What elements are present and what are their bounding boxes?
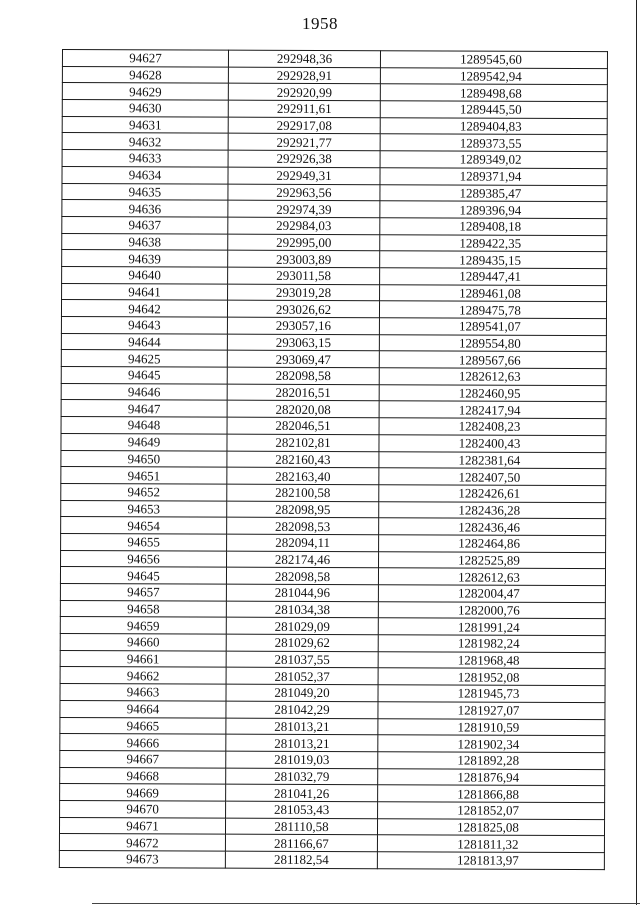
y-coordinate-cell: 1289349,02 xyxy=(380,151,607,169)
y-coordinate-cell: 1282408,23 xyxy=(379,418,606,436)
table-row xyxy=(62,100,607,119)
x-coordinate-cell: 282098,95 xyxy=(227,501,379,518)
y-coordinate-cell: 1289373,55 xyxy=(380,134,607,152)
table-row xyxy=(62,50,607,69)
point-number-cell: 94656 xyxy=(61,550,227,567)
y-coordinate-cell: 1289475,78 xyxy=(379,301,606,319)
table-row xyxy=(62,250,607,269)
point-number-cell: 94635 xyxy=(62,183,228,200)
point-number-cell: 94664 xyxy=(60,700,226,717)
x-coordinate-cell: 281049,20 xyxy=(226,684,378,701)
x-coordinate-cell: 292984,03 xyxy=(228,217,380,234)
x-coordinate-cell: 292928,91 xyxy=(228,67,380,84)
point-number-cell: 94646 xyxy=(61,383,227,400)
page-number: 1958 xyxy=(302,14,338,33)
y-coordinate-cell: 1289445,50 xyxy=(380,101,607,119)
table-row xyxy=(60,734,605,753)
point-number-cell: 94643 xyxy=(61,316,227,333)
point-number-cell: 94669 xyxy=(60,784,226,801)
x-coordinate-cell: 292926,38 xyxy=(228,150,380,167)
y-coordinate-cell: 1289385,47 xyxy=(380,184,607,202)
table-row xyxy=(59,817,604,836)
table-row xyxy=(62,133,607,152)
x-coordinate-cell: 292917,08 xyxy=(228,117,380,134)
x-coordinate-cell: 281041,26 xyxy=(226,784,378,801)
x-coordinate-cell: 282163,40 xyxy=(227,467,379,484)
table-row xyxy=(60,750,605,769)
point-number-cell: 94647 xyxy=(61,400,227,417)
y-coordinate-cell: 1282400,43 xyxy=(379,435,606,453)
y-coordinate-cell: 1282436,28 xyxy=(379,501,606,519)
table-row xyxy=(61,417,606,436)
table-row xyxy=(62,150,607,169)
y-coordinate-cell: 1289541,07 xyxy=(379,318,606,336)
x-coordinate-cell: 281034,38 xyxy=(226,601,378,618)
x-coordinate-cell: 282098,53 xyxy=(227,517,379,534)
table-row xyxy=(60,650,605,669)
table-row xyxy=(60,784,605,803)
y-coordinate-cell: 1281892,28 xyxy=(378,752,605,770)
y-coordinate-cell: 1281910,59 xyxy=(378,718,605,736)
point-number-cell: 94640 xyxy=(62,266,228,283)
point-number-cell: 94672 xyxy=(59,834,225,851)
point-number-cell: 94670 xyxy=(60,800,226,817)
table-row xyxy=(60,800,605,819)
x-coordinate-cell: 281110,58 xyxy=(225,818,377,835)
y-coordinate-cell: 1289545,60 xyxy=(380,51,607,69)
table-row xyxy=(61,450,606,469)
x-coordinate-cell: 293003,89 xyxy=(228,250,380,267)
y-coordinate-cell: 1289461,08 xyxy=(380,284,607,302)
x-coordinate-cell: 281029,09 xyxy=(226,618,378,635)
table-row xyxy=(62,200,607,219)
table-row xyxy=(62,216,607,235)
x-coordinate-cell: 281013,21 xyxy=(226,734,378,751)
point-number-cell: 94668 xyxy=(60,767,226,784)
table-row xyxy=(61,533,606,552)
point-number-cell: 94658 xyxy=(60,600,226,617)
table-row xyxy=(62,283,607,302)
page-edge-line xyxy=(636,0,637,905)
x-coordinate-cell: 292949,31 xyxy=(228,167,380,184)
y-coordinate-cell: 1289371,94 xyxy=(380,168,607,186)
table-row xyxy=(60,700,605,719)
point-number-cell: 94632 xyxy=(62,133,228,150)
point-number-cell: 94665 xyxy=(60,717,226,734)
x-coordinate-cell: 293069,47 xyxy=(227,351,379,368)
table-row xyxy=(60,667,605,686)
page-bottom-rule xyxy=(92,903,640,904)
x-coordinate-cell: 282174,46 xyxy=(227,551,379,568)
point-number-cell: 94653 xyxy=(61,500,227,517)
y-coordinate-cell: 1282426,61 xyxy=(379,485,606,503)
point-number-cell: 94625 xyxy=(61,350,227,367)
y-coordinate-cell: 1289408,18 xyxy=(380,218,607,236)
point-number-cell: 94637 xyxy=(62,216,228,233)
point-number-cell: 94649 xyxy=(61,433,227,450)
point-number-cell: 94631 xyxy=(62,116,228,133)
point-number-cell: 94651 xyxy=(61,467,227,484)
table-row xyxy=(60,600,605,619)
table-row xyxy=(61,500,606,519)
point-number-cell: 94663 xyxy=(60,684,226,701)
table-row xyxy=(62,116,607,135)
point-number-cell: 94660 xyxy=(60,634,226,651)
x-coordinate-cell: 293011,58 xyxy=(228,267,380,284)
table-row xyxy=(60,617,605,636)
y-coordinate-cell: 1282417,94 xyxy=(379,401,606,419)
coordinates-table xyxy=(59,49,608,870)
x-coordinate-cell: 282094,11 xyxy=(227,534,379,551)
point-number-cell: 94628 xyxy=(62,66,228,83)
y-coordinate-cell: 1289498,68 xyxy=(380,84,607,102)
x-coordinate-cell: 281182,54 xyxy=(225,851,377,868)
x-coordinate-cell: 281044,96 xyxy=(226,584,378,601)
table-row xyxy=(61,316,606,335)
y-coordinate-cell: 1282436,46 xyxy=(379,518,606,536)
table-row xyxy=(60,583,605,602)
y-coordinate-cell: 1281945,73 xyxy=(378,685,605,703)
y-coordinate-cell: 1281852,07 xyxy=(378,802,605,820)
point-number-cell: 94629 xyxy=(62,83,228,100)
x-coordinate-cell: 292963,56 xyxy=(228,184,380,201)
y-coordinate-cell: 1282460,95 xyxy=(379,384,606,402)
point-number-cell: 94645 xyxy=(61,367,227,384)
x-coordinate-cell: 282016,51 xyxy=(227,384,379,401)
y-coordinate-cell: 1281902,34 xyxy=(378,735,605,753)
table-row xyxy=(61,467,606,486)
x-coordinate-cell: 282100,58 xyxy=(227,484,379,501)
point-number-cell: 94634 xyxy=(62,166,228,183)
x-coordinate-cell: 282098,58 xyxy=(227,367,379,384)
point-number-cell: 94657 xyxy=(60,583,226,600)
y-coordinate-cell: 1289554,80 xyxy=(379,334,606,352)
x-coordinate-cell: 281037,55 xyxy=(226,651,378,668)
y-coordinate-cell: 1282464,86 xyxy=(379,535,606,553)
table-row xyxy=(61,550,606,569)
y-coordinate-cell: 1281811,32 xyxy=(377,835,604,853)
table-row xyxy=(62,66,607,85)
point-number-cell: 94642 xyxy=(61,300,227,317)
point-number-cell: 94636 xyxy=(62,200,228,217)
y-coordinate-cell: 1289447,41 xyxy=(380,268,607,286)
x-coordinate-cell: 282020,08 xyxy=(227,401,379,418)
table-row xyxy=(62,233,607,252)
table-row xyxy=(59,850,604,869)
y-coordinate-cell: 1281982,24 xyxy=(378,635,605,653)
x-coordinate-cell: 282098,58 xyxy=(226,567,378,584)
y-coordinate-cell: 1281876,94 xyxy=(378,768,605,786)
point-number-cell: 94648 xyxy=(61,417,227,434)
point-number-cell: 94644 xyxy=(61,333,227,350)
point-number-cell: 94661 xyxy=(60,650,226,667)
table-row xyxy=(62,266,607,285)
x-coordinate-cell: 281053,43 xyxy=(226,801,378,818)
point-number-cell: 94641 xyxy=(62,283,228,300)
y-coordinate-cell: 1282004,47 xyxy=(378,585,605,603)
y-coordinate-cell: 1282612,63 xyxy=(379,368,606,386)
y-coordinate-cell: 1282000,76 xyxy=(378,601,605,619)
x-coordinate-cell: 282160,43 xyxy=(227,451,379,468)
x-coordinate-cell: 293019,28 xyxy=(228,284,380,301)
y-coordinate-cell: 1281968,48 xyxy=(378,651,605,669)
x-coordinate-cell: 292948,36 xyxy=(228,50,380,67)
y-coordinate-cell: 1282612,63 xyxy=(378,568,605,586)
point-number-cell: 94654 xyxy=(61,517,227,534)
table-row xyxy=(61,400,606,419)
table-row xyxy=(61,383,606,402)
point-number-cell: 94667 xyxy=(60,750,226,767)
point-number-cell: 94662 xyxy=(60,667,226,684)
x-coordinate-cell: 292911,61 xyxy=(228,100,380,117)
y-coordinate-cell: 1281927,07 xyxy=(378,702,605,720)
y-coordinate-cell: 1281825,08 xyxy=(377,818,604,836)
y-coordinate-cell: 1282381,64 xyxy=(379,451,606,469)
x-coordinate-cell: 281013,21 xyxy=(226,718,378,735)
y-coordinate-cell: 1282407,50 xyxy=(379,468,606,486)
point-number-cell: 94652 xyxy=(61,483,227,500)
x-coordinate-cell: 293026,62 xyxy=(227,300,379,317)
y-coordinate-cell: 1289404,83 xyxy=(380,117,607,135)
x-coordinate-cell: 293063,15 xyxy=(227,334,379,351)
y-coordinate-cell: 1289422,35 xyxy=(380,234,607,252)
point-number-cell: 94639 xyxy=(62,250,228,267)
x-coordinate-cell: 282102,81 xyxy=(227,434,379,451)
y-coordinate-cell: 1281952,08 xyxy=(378,668,605,686)
x-coordinate-cell: 281166,67 xyxy=(225,834,377,851)
x-coordinate-cell: 292920,99 xyxy=(228,84,380,101)
table-row xyxy=(60,767,605,786)
point-number-cell: 94659 xyxy=(60,617,226,634)
table-row xyxy=(62,166,607,185)
point-number-cell: 94633 xyxy=(62,150,228,167)
coordinates-table-body xyxy=(59,50,607,870)
table-row xyxy=(60,684,605,703)
x-coordinate-cell: 282046,51 xyxy=(227,417,379,434)
x-coordinate-cell: 293057,16 xyxy=(227,317,379,334)
y-coordinate-cell: 1289396,94 xyxy=(380,201,607,219)
table-row xyxy=(61,333,606,352)
table-row xyxy=(61,367,606,386)
y-coordinate-cell: 1289435,15 xyxy=(380,251,607,269)
table-row xyxy=(62,183,607,202)
point-number-cell: 94673 xyxy=(59,850,225,867)
point-number-cell: 94645 xyxy=(60,567,226,584)
x-coordinate-cell: 281032,79 xyxy=(226,768,378,785)
y-coordinate-cell: 1281866,88 xyxy=(378,785,605,803)
table-row xyxy=(60,717,605,736)
y-coordinate-cell: 1281813,97 xyxy=(377,852,604,870)
y-coordinate-cell: 1289567,66 xyxy=(379,351,606,369)
table-row xyxy=(59,834,604,853)
point-number-cell: 94655 xyxy=(61,533,227,550)
y-coordinate-cell: 1282525,89 xyxy=(379,551,606,569)
table-row xyxy=(60,634,605,653)
x-coordinate-cell: 281029,62 xyxy=(226,634,378,651)
point-number-cell: 94638 xyxy=(62,233,228,250)
y-coordinate-cell: 1289542,94 xyxy=(380,67,607,85)
x-coordinate-cell: 281042,29 xyxy=(226,701,378,718)
table-row xyxy=(61,350,606,369)
point-number-cell: 94671 xyxy=(59,817,225,834)
x-coordinate-cell: 281019,03 xyxy=(226,751,378,768)
point-number-cell: 94666 xyxy=(60,734,226,751)
table-row xyxy=(61,483,606,502)
x-coordinate-cell: 281052,37 xyxy=(226,668,378,685)
point-number-cell: 94627 xyxy=(62,50,228,67)
table-row xyxy=(61,433,606,452)
x-coordinate-cell: 292921,77 xyxy=(228,134,380,151)
table-row xyxy=(60,567,605,586)
point-number-cell: 94630 xyxy=(62,100,228,117)
table-row xyxy=(62,83,607,102)
point-number-cell: 94650 xyxy=(61,450,227,467)
table-row xyxy=(61,300,606,319)
x-coordinate-cell: 292995,00 xyxy=(228,234,380,251)
table-row xyxy=(61,517,606,536)
x-coordinate-cell: 292974,39 xyxy=(228,200,380,217)
y-coordinate-cell: 1281991,24 xyxy=(378,618,605,636)
